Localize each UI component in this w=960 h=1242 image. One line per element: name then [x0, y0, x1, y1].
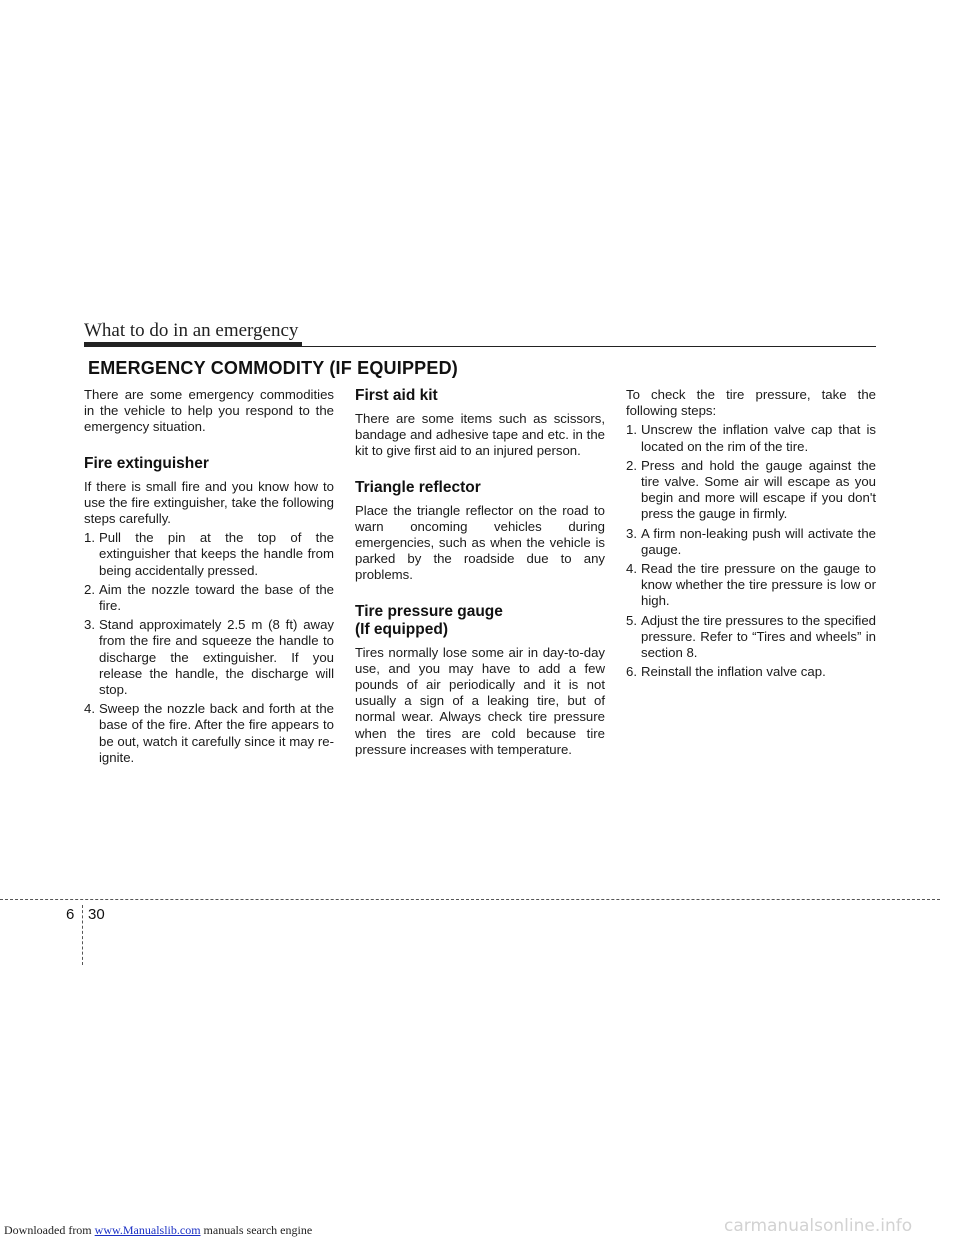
header-rule [84, 346, 876, 347]
column-1 [84, 387, 334, 769]
fire-extinguisher-heading: Fire extinguisher [84, 454, 209, 472]
step-text: Stand approximately 2.5 m (8 ft) away from the fire and squeeze the handle to discharge the extinguisher. If you release the handle, the discharge will stop. [99, 617, 334, 698]
list-item [84, 582, 334, 614]
section-number: 6 [66, 906, 75, 923]
main-title: EMERGENCY COMMODITY (IF EQUIPPED) [88, 358, 458, 378]
step-number: 6. [626, 664, 637, 680]
list-item [626, 458, 876, 523]
step-text: Read the tire pressure on the gauge to know whether the tire pressure is low or high. [641, 561, 876, 609]
tire-gauge-body: Tires normally lose some air in day-to-day use, and you may have to add a few pounds of air periodically and it is not usually a sign of a leaking tire, but of normal wear. Always check tire pressure when the tires are cold because tire pressure increases with temperature. [355, 644, 605, 757]
tire-check-steps [626, 422, 876, 680]
tire-gauge-heading-line2: (If equipped) [355, 620, 448, 638]
download-prefix: Downloaded from [4, 1223, 95, 1237]
manualslib-link[interactable]: www.Manualslib.com [94, 1223, 201, 1237]
list-item [626, 526, 876, 558]
fire-extinguisher-steps [84, 530, 334, 766]
step-text: Press and hold the gauge against the tire valve. Some air will escape as you begin and more will escape if you don't press the gauge in firmly. [641, 457, 876, 522]
triangle-reflector-heading: Triangle reflector [355, 478, 481, 496]
download-suffix: manuals search engine [200, 1223, 313, 1237]
list-item [84, 617, 334, 698]
list-item [84, 701, 334, 766]
step-number: 4. [626, 561, 637, 577]
first-aid-heading: First aid kit [355, 387, 438, 404]
fire-extinguisher-body: If there is small fire and you know how to use the fire extinguisher, take the following steps carefully. [84, 478, 334, 527]
step-text: Sweep the nozzle back and forth at the base of the fire. After the fire appears to be out, watch it carefully since it may re-ignite. [99, 701, 334, 765]
list-item [626, 422, 876, 454]
list-item [626, 561, 876, 610]
step-number: 1. [626, 422, 637, 438]
tire-gauge-heading [355, 603, 605, 639]
list-item [626, 664, 876, 680]
page-number: 30 [88, 906, 105, 923]
step-text: Reinstall the inflation valve cap. [641, 664, 826, 680]
triangle-reflector-body: Place the triangle reflector on the road to warn oncoming vehicles during emergencies, such as when the vehicle is parked by the roadside due to any problems. [355, 502, 605, 583]
intro-paragraph: There are some emergency commodities in the vehicle to help you respond to the emergency situation. [84, 387, 334, 435]
download-note [4, 1223, 312, 1238]
tire-gauge-heading-line1: Tire pressure gauge [355, 602, 503, 620]
list-item [626, 613, 876, 662]
step-text: A firm non-leaking push will activate the gauge. [641, 525, 876, 557]
step-number: 3. [626, 525, 637, 541]
list-item [84, 530, 334, 579]
step-number: 4. [84, 701, 95, 717]
step-text: Aim the nozzle toward the base of the fire. [99, 581, 334, 614]
tire-check-intro: To check the tire pressure, take the following steps: [626, 387, 876, 419]
step-number: 1. [84, 530, 95, 546]
step-number: 2. [626, 457, 637, 473]
step-text: Adjust the tire pressures to the specified pressure. Refer to “Tires and wheels” in section 8. [641, 612, 876, 661]
watermark: carmanualsonline.info [724, 1216, 913, 1236]
step-number: 5. [626, 612, 637, 628]
column-2 [355, 387, 605, 758]
column-3 [626, 387, 876, 683]
footer-divider [0, 899, 940, 900]
step-number: 2. [84, 581, 95, 597]
step-text: Pull the pin at the top of the extinguisher that keeps the handle from being accidentally pressed. [99, 530, 334, 578]
first-aid-body: There are some items such as scissors, bandage and adhesive tape and etc. in the kit to give first aid to an injured person. [355, 411, 605, 459]
section-header: What to do in an emergency [84, 320, 299, 341]
step-text: Unscrew the inflation valve cap that is located on the rim of the tire. [641, 422, 876, 454]
footer-vertical-divider [82, 905, 83, 965]
step-number: 3. [84, 617, 95, 633]
